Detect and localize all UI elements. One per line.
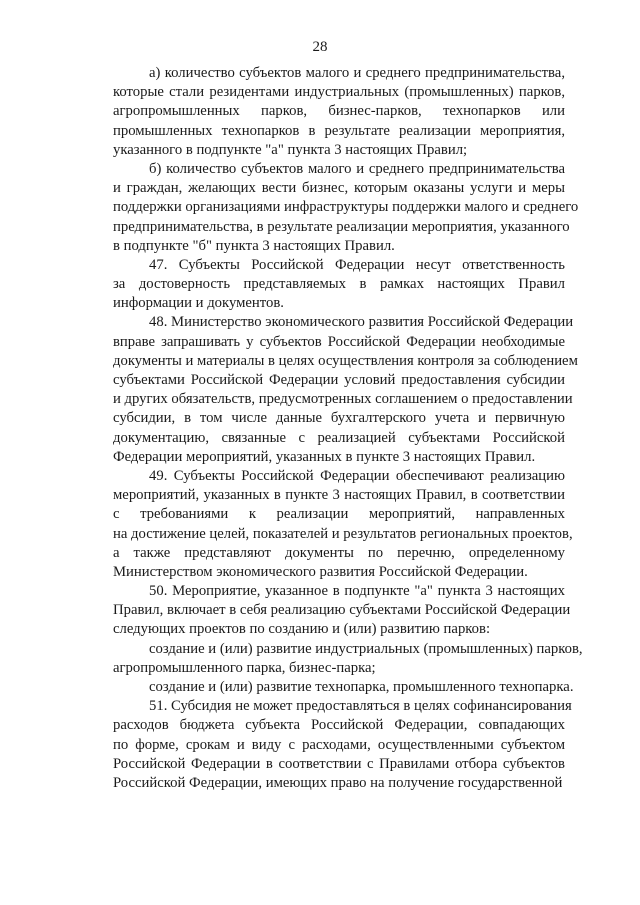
text-line: а также представляют документы по перечню, определенному <box>113 544 565 561</box>
paragraph-p-b <box>77 160 579 256</box>
text-line: агропромышленных парков, бизнес-парков, технопарков или <box>113 103 565 120</box>
text-line: с требованиями к реализации мероприятий, направленных <box>113 506 565 523</box>
text-line: промышленных технопарков в результате реализации мероприятия, <box>113 122 565 139</box>
text-line: на достижение целей, показателей и результатов региональных проектов, <box>113 525 573 542</box>
text-line: создание и (или) развитие технопарка, промышленного технопарка. <box>149 679 574 695</box>
text-line: мероприятий, указанных в пункте 3 настоящих Правил, в соответствии <box>113 487 565 504</box>
text-line: Российской Федерации в соответствии с Правилами отбора субъектов <box>113 755 565 772</box>
paragraph-p-50 <box>77 582 571 640</box>
text-line: следующих проектов по созданию и (или) развитию парков: <box>113 621 491 638</box>
text-line: за достоверность представляемых в рамках настоящих Правил <box>113 276 565 293</box>
paragraph-p-47 <box>77 256 565 314</box>
text-line: вправе запрашивать у субъектов Российской Федерации необходимые <box>113 333 565 350</box>
text-line: по форме, срокам и виду с расходами, осуществленными субъектом <box>113 736 565 753</box>
paragraph-p-50-1 <box>77 640 583 678</box>
text-line: 51. Субсидия не может предоставляться в целях софинансирования <box>149 698 572 715</box>
paragraph-p-50-2 <box>77 678 574 697</box>
text-line: Министерством экономического развития Российской Федерации. <box>113 563 528 580</box>
paragraph-p-a <box>77 64 565 160</box>
text-line: документы и материалы в целях осуществления контроля за соблюдением <box>113 352 578 369</box>
text-line: расходов бюджета субъекта Российской Федерации, совпадающих <box>113 717 565 734</box>
paragraph-p-51 <box>77 697 572 793</box>
text-line: информации и документов. <box>113 295 284 312</box>
text-line: б) количество субъектов малого и среднего предпринимательства <box>149 160 565 177</box>
document-body <box>77 64 583 793</box>
text-line: которые стали резидентами индустриальных (промышленных) парков, <box>113 84 565 101</box>
paragraph-p-48 <box>77 313 578 467</box>
text-line: документацию, связанные с реализацией субъектами Российской <box>113 429 565 446</box>
page-number: 28 <box>312 39 328 55</box>
text-line: предпринимательства, в результате реализации мероприятия, указанного <box>113 218 570 235</box>
text-line: агропромышленного парка, бизнес-парка; <box>113 659 376 676</box>
text-line: в подпункте "б" пункта 3 настоящих Правил. <box>113 237 395 254</box>
text-line: указанного в подпункте "а" пункта 3 настоящих Правил; <box>113 141 468 158</box>
text-line: Российской Федерации, имеющих право на получение государственной <box>113 774 563 791</box>
text-line: субсидии, в том числе данные бухгалтерского учета и первичную <box>113 410 565 427</box>
text-line: поддержки организациями инфраструктуры поддержки малого и среднего <box>113 199 579 216</box>
text-line: субъектами Российской Федерации условий предоставления субсидии <box>113 372 565 388</box>
text-line: Федерации мероприятий, указанных в пункте 3 настоящих Правил. <box>113 448 536 465</box>
text-line: Правил, включает в себя реализацию субъектами Российской Федерации <box>113 602 571 619</box>
text-line: 47. Субъекты Российской Федерации несут ответственность <box>149 256 565 273</box>
text-line: и граждан, желающих вести бизнес, которым оказаны услуги и меры <box>113 180 565 197</box>
paragraph-p-49 <box>77 467 573 582</box>
text-line: 49. Субъекты Российской Федерации обеспечивают реализацию <box>149 467 565 484</box>
text-line: и других обязательств, предусмотренных соглашением о предоставлении <box>113 391 573 408</box>
text-line: 50. Мероприятие, указанное в подпункте "а" пункта 3 настоящих <box>149 583 565 600</box>
text-line: создание и (или) развитие индустриальных (промышленных) парков, <box>149 640 583 657</box>
text-line: 48. Министерство экономического развития Российской Федерации <box>149 314 574 331</box>
text-line: а) количество субъектов малого и среднего предпринимательства, <box>149 65 565 81</box>
